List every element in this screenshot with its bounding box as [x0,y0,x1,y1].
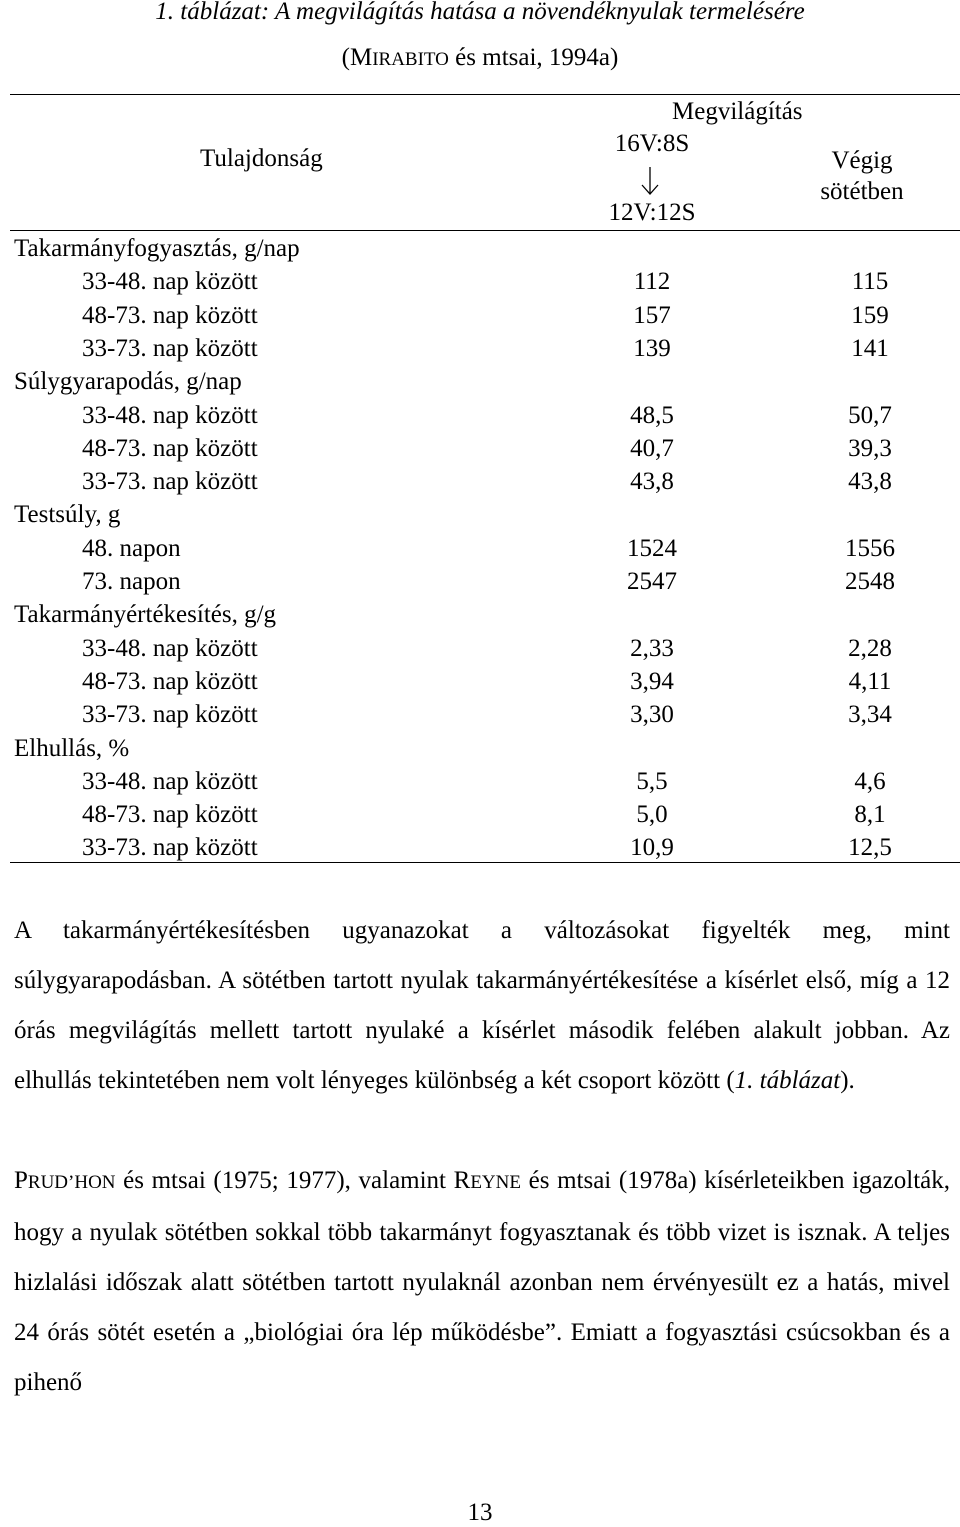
paragraph-1 [14,906,950,1106]
row-label: 33-48. nap között [82,635,258,662]
category-label: Takarmányfogyasztás, g/nap [14,235,300,262]
value-darkness: 2,28 [848,635,892,662]
header-col1-top: 16V:8S [614,130,690,157]
value-darkness: 50,7 [848,402,892,429]
author-initial: P [14,1167,28,1194]
value-illumination: 2,33 [630,635,674,662]
paragraph-1-end: ). [840,1067,855,1094]
value-illumination: 10,9 [630,834,674,861]
row-label: 33-73. nap között [82,834,258,861]
source-suffix: és mtsai, 1994a) [448,44,619,71]
value-illumination: 157 [633,302,671,329]
value-darkness: 4,6 [854,768,886,795]
paragraph-2 [14,1156,950,1408]
value-darkness: 141 [851,335,889,362]
row-label: 48-73. nap között [82,435,258,462]
header-col1-bottom: 12V:12S [608,199,696,226]
arrow-down-icon [638,166,662,196]
category-label: Elhullás, % [14,735,130,762]
row-label: 48-73. nap között [82,801,258,828]
category-label: Súlygyarapodás, g/nap [14,368,242,395]
table-source [0,44,960,72]
value-darkness: 115 [851,268,889,295]
value-darkness: 3,34 [848,701,892,728]
row-label: 73. napon [82,568,181,595]
category-label: Testsúly, g [14,501,121,528]
header-rule [10,230,960,231]
value-illumination: 40,7 [630,435,674,462]
row-label: 33-73. nap között [82,335,258,362]
source-prefix: (M [341,44,373,71]
value-darkness: 1556 [845,535,895,562]
table-bottom-rule [10,862,960,863]
value-illumination: 5,0 [636,801,668,828]
value-illumination: 48,5 [630,402,674,429]
header-property: Tulajdonság [200,145,323,172]
value-darkness: 43,8 [848,468,892,495]
value-illumination: 1524 [627,535,677,562]
row-label: 48-73. nap között [82,302,258,329]
page-number: 13 [467,1499,493,1526]
paragraph-2-rest: és mtsai (1978a) kísérleteikben igazolták, hogy a nyulak sötétben sokkal több takarmányt fogyasztanak és több vizet is isznak. A teljes hizlalási időszak alatt sötétben tartott nyulaknál azonban nem érvényesült ez a hatás, mivel 24 órás sötét esetén a „biológiai óra lép működésbe”. Emiatt a fogyasztási csúcsokban és a pihenő [14,1167,950,1396]
value-illumination: 2547 [627,568,677,595]
source-author-smallcaps: IRABITO [372,49,449,70]
value-darkness: 4,11 [848,668,892,695]
value-darkness: 2548 [845,568,895,595]
value-darkness: 8,1 [854,801,886,828]
row-label: 33-48. nap között [82,268,258,295]
value-darkness: 39,3 [848,435,892,462]
author-smallcaps: RUD’HON [27,1172,116,1193]
table-top-rule [10,94,960,95]
row-label: 33-48. nap között [82,768,258,795]
value-illumination: 112 [633,268,671,295]
value-illumination: 3,94 [630,668,674,695]
row-label: 33-73. nap között [82,468,258,495]
row-label: 33-73. nap között [82,701,258,728]
row-label: 48-73. nap között [82,668,258,695]
value-illumination: 3,30 [630,701,674,728]
value-illumination: 139 [633,335,671,362]
author-initial: R [453,1167,471,1194]
header-group: Megvilágítás [672,98,803,125]
author-smallcaps: EYNE [470,1172,521,1193]
table-reference: 1. táblázat [734,1067,841,1094]
row-label: 48. napon [82,535,181,562]
value-darkness: 12,5 [848,834,892,861]
header-col2-line1: Végig [831,147,893,174]
table-caption: 1. táblázat: A megvilágítás hatása a növendéknyulak termelésére [155,0,805,25]
category-label: Takarmányértékesítés, g/g [14,601,277,628]
header-col2-line2: sötétben [820,178,904,205]
paragraph-2-text: és mtsai (1975; 1977), valamint [115,1167,454,1194]
paragraph-1-text: A takarmányértékesítésben ugyanazokat a változásokat figyelték meg, mint súlygyarapodásban. A sötétben tartott nyulak takarmányértékesítése a kísérlet első, míg a 12 órás megvilágítás mellett tartott nyulaké a kísérlet második felében alakult jobban. Az elhullás tekintetében nem volt lényeges különbség a két csoport között ( [14,917,950,1094]
row-label: 33-48. nap között [82,402,258,429]
value-illumination: 43,8 [630,468,674,495]
value-darkness: 159 [851,302,889,329]
value-illumination: 5,5 [636,768,668,795]
